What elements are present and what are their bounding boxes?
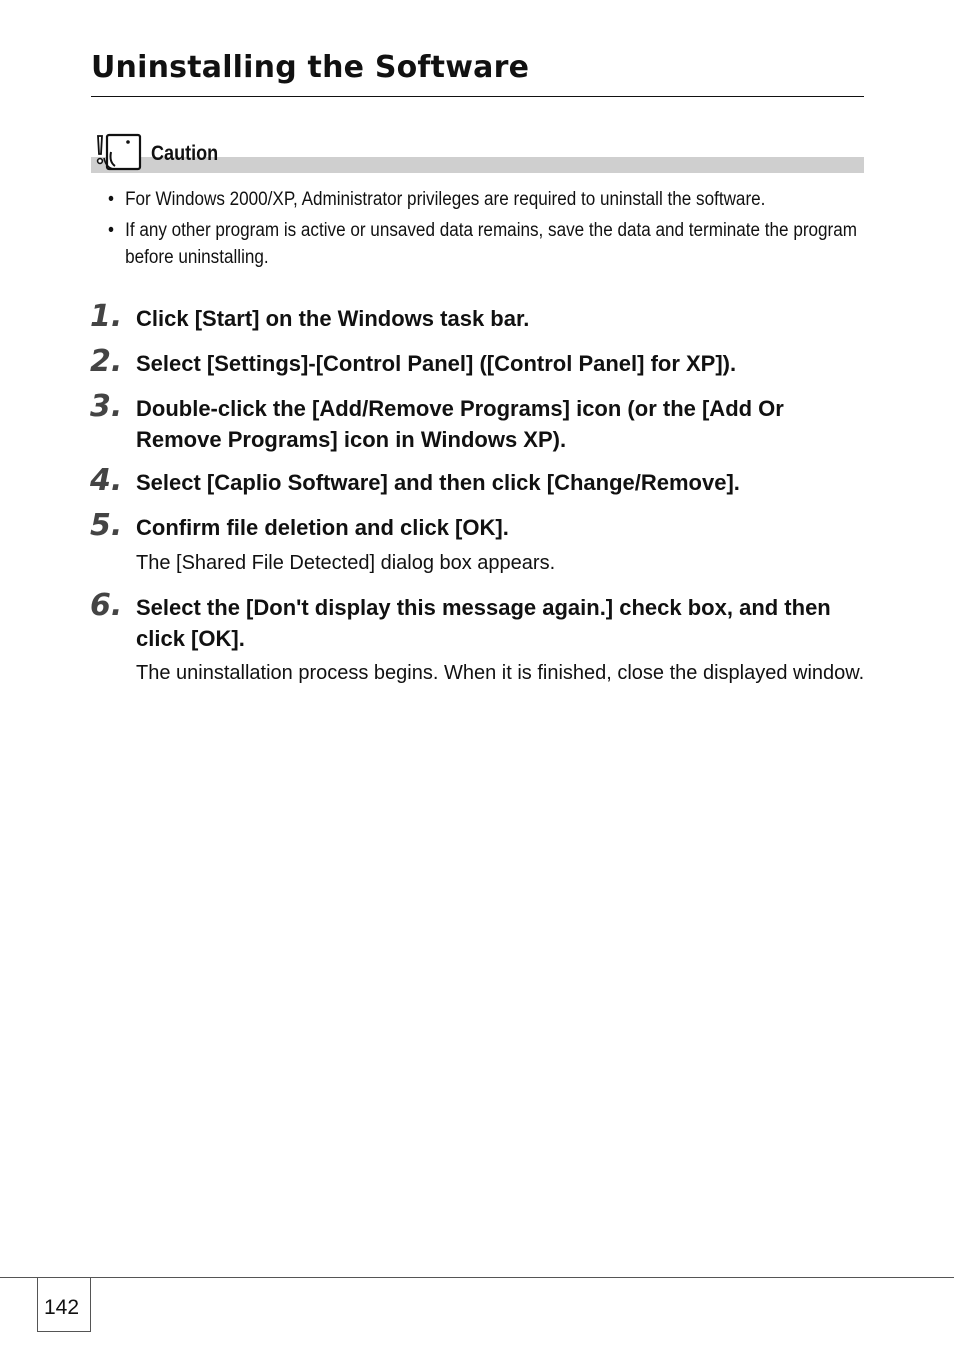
footer-divider [0,1277,954,1278]
step-number: 5. [90,508,123,543]
page-title: Uninstalling the Software [91,50,530,85]
caution-note-icon [92,132,142,172]
step-number: 3. [90,389,123,424]
page-number: 142 [44,1296,80,1319]
caution-item: • If any other program is active or unsaved data remains, save the data and terminate the program before uninstalling. [108,217,872,271]
step-number: 2. [90,344,123,379]
step-text: Select the [Don't display this message again.] check box, and then click [OK]. [136,595,831,651]
step-note: The [Shared File Detected] dialog box appears. [136,552,556,574]
step-text: Select [Settings]-[Control Panel] ([Control Panel] for XP]). [136,351,737,376]
step-number: 4. [90,463,123,498]
step-text: Double-click the [Add/Remove Programs] icon (or the [Add Or Remove Programs] icon in Windows XP). [136,396,784,452]
step-number: 1. [90,299,123,334]
caution-list [108,186,868,275]
caution-item: • For Windows 2000/XP, Administrator privileges are required to uninstall the software. [108,186,872,213]
step-number: 6. [90,588,123,623]
step-text: Click [Start] on the Windows task bar. [136,306,530,331]
page-number-box [37,1277,91,1332]
step-note: The uninstallation process begins. When it is finished, close the displayed window. [136,662,865,684]
title-divider [91,96,864,97]
caution-label: Caution [151,142,219,165]
step-text: Confirm file deletion and click [OK]. [136,515,509,540]
step-text: Select [Caplio Software] and then click [Change/Remove]. [136,470,740,495]
